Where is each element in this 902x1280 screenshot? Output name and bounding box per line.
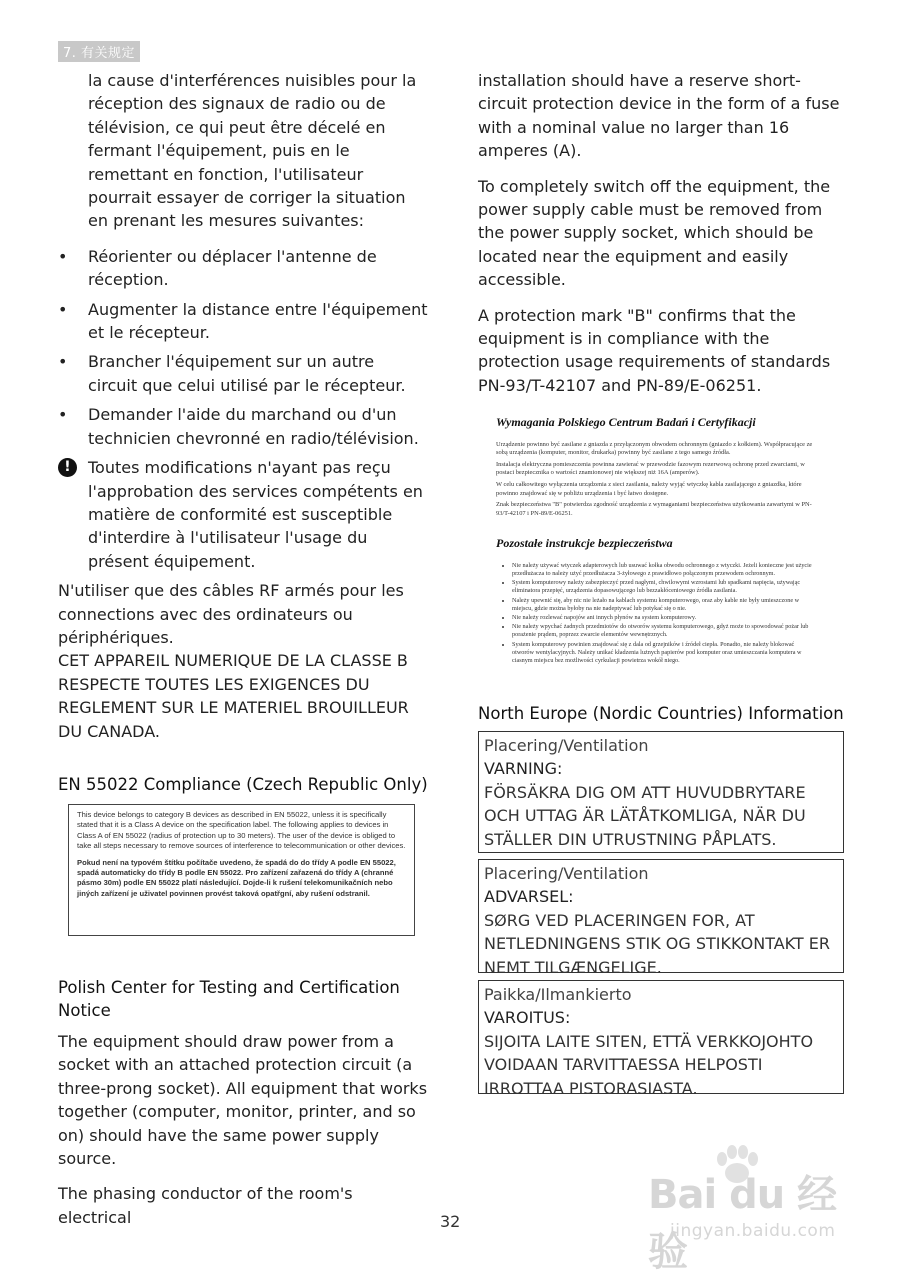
list-item: • Nie należy rozlewać napojów ani innych płynów na system komputerowy.: [512, 614, 816, 622]
box-label: Paikka/Ilmankierto: [484, 985, 632, 1004]
pl-figure-list: [496, 562, 816, 665]
list-item: • System komputerowy powinien znajdować się z dala od grzejników i źródeł ciepła. Ponadto, nie należy blokować otworów wentylacyjnych. Należy unikać kładzenia lużnych papierów pod komputer oraz umieszczania komputera w ciasnym miejscu bez możliwości cyrkulacji powietrza wokół niego.: [512, 641, 816, 666]
en55022-czech-text: Pokud není na typovém štítku počítače uvedeno, že spadá do do třídy A podle EN 55022, spadá automaticky do třídy B podle EN 55022. Pro zařízení zařazená do třídy A (chranné pásmo 30m) podle EN 55022 platí následující. Dojde-li k rušení telekomunikačních nebo jiných zařízení je uživatel povinnen provést taková opatřgní, aby rušení odstranil.: [77, 857, 396, 898]
en55022-heading: EN 55022 Compliance (Czech Republic Only): [58, 774, 428, 794]
box-title: VARNING:: [484, 759, 563, 779]
pl-figure-subtitle: Pozostałe instrukcje bezpieczeństwa: [496, 536, 673, 551]
baidu-watermark: [640, 1145, 840, 1275]
nordic-box-sweden: [478, 731, 844, 853]
pl-figure-text: Instalacja elektryczna pomieszczenia powinna zawierać w przewodzie fazowym rezerwową ochronę przed zwarciami, w postaci bezpiecznika o wartości znamionowej nie większej niż 16A (amperów).: [496, 460, 805, 477]
list-item: • Demander l'aide du marchand ou d'un technicien chevronné en radio/télévision.: [58, 405, 419, 448]
canada-paragraph: CET APPAREIL NUMERIQUE DE LA CLASSE B RESPECTE TOUTES LES EXIGENCES DU REGLEMENT SUR LE MATERIEL BROUILLEUR DU CANADA.: [58, 651, 409, 741]
warning-text: Toutes modifications n'ayant pas reçu l'approbation des services compétents en matière de conformité est susceptible d'interdire à l'utilisateur l'usage du présent équipement.: [88, 458, 423, 571]
list-item: • Brancher l'équipement sur un autre circuit que celui utilisé par le récepteur.: [58, 352, 406, 395]
page-number: 32: [440, 1212, 461, 1231]
box-title: VAROITUS:: [484, 1008, 571, 1028]
nordic-box-denmark: [478, 859, 844, 977]
nordic-box-finland: [478, 980, 844, 1098]
bullet-icon: •: [58, 405, 68, 425]
list-item: • Réorienter ou déplacer l'antenne de réception.: [58, 246, 377, 290]
list-item: • Nie należy używać wtyczek adapterowych lub usuwać kołka obwodu ochronnego z wtyczki. Jeżeli konieczne jest użycie przedłużacza to należy użyć przedłużacza 3-żyłowego z prawidłowo połączonym przewodem ochronnym.: [512, 562, 816, 578]
pl-figure-text: Urządzenie powinno być zasilane z gniazda z przyłączonym obwodem ochronnym (gniazdo z kołkiem). Współpracujące ze sobą urządzenia (komputer, monitor, drukarka) powinny być zasilane z tego samego źródła.: [496, 440, 813, 457]
en55022-english-text: This device belongs to category B devices as described in EN 55022, unless it is specifically stated that it is a Class A device on the specification label. The following applies to devices in Class A of EN 55022 (radius of protection up to 30 meters). The user of the device is obliged to take all steps necessary to remove sources of interference to telecommunication or other devices.: [77, 809, 406, 851]
right-column: [478, 69, 848, 711]
watermark-brand: Bai du 经验: [648, 1172, 837, 1275]
pl-figure-title: Wymagania Polskiego Centrum Badań i Certyfikacji: [496, 415, 756, 430]
pl-figure-text: W celu całkowitego wyłączenia urządzenia z sieci zasilania, należy wyjąć wtyczkę kabla zasilającego z gniazdka, które powinno znajdować się w pobliżu urządzenia i być łatwo dostępne.: [496, 481, 802, 497]
warning-icon: !: [58, 458, 77, 477]
bullet-icon: •: [58, 352, 68, 372]
bullet-list: [58, 245, 428, 450]
nordic-heading: North Europe (Nordic Countries) Information: [478, 704, 844, 723]
warning-note: [58, 456, 428, 573]
polish-requirements-figure: [496, 411, 816, 711]
rf-paragraph: N'utiliser que des câbles RF armés pour les connections avec des ordinateurs ou périphériques.: [58, 581, 404, 647]
polish-paragraph-1: The equipment should draw power from a socket with an attached protection circuit (a three-prong socket). All equipment that works together (computer, monitor, printer, and so on) should have the same power supply source.: [58, 1031, 428, 1168]
switch-off-paragraph: To completely switch off the equipment, the power supply cable must be removed from the power supply socket, which should be located near the equipment and easily accessible.: [478, 176, 831, 290]
list-item: • Nie należy wpychać żadnych przedmiotów do otworów systemu komputerowego, gdyż może to spowodować pożar lub porażenie prądem, poprzez zwarcie elementów wewnętrznych.: [512, 623, 816, 639]
protection-mark-paragraph: A protection mark "B" confirms that the equipment is in compliance with the protection usage requirements of standards PN-93/T-42107 and PN-89/E-06251.: [478, 305, 831, 395]
box-body: SIJOITA LAITE SITEN, ETTÄ VERKKOJOHTO VOIDAAN TARVITTAESSA HELPOSTI IRROTTAA PISTORASIASTA.: [484, 1031, 814, 1098]
watermark-url: jingyan.baidu.com: [670, 1221, 836, 1241]
bullet-icon: •: [58, 299, 68, 319]
intro-paragraph: la cause d'interférences nuisibles pour la réception des signaux de radio ou de télévision, ce qui peut être décelé en fermant l'équipement, puis en le remettant en fonction, l'utilisateur pourrait essayer de corriger la situation en prenant les mesures suivantes:: [88, 71, 417, 231]
polish-paragraph-2: The phasing conductor of the room's electrical: [58, 1184, 353, 1227]
fuse-paragraph: installation should have a reserve short-circuit protection device in the form of a fuse with a nominal value no larger than 16 amperes (A).: [478, 71, 840, 161]
bullet-icon: •: [58, 246, 68, 266]
list-item: • Augmenter la distance entre l'équipement et le récepteur.: [58, 299, 428, 343]
box-body: FÖRSÄKRA DIG OM ATT HUVUDBRYTARE OCH UTTAG ÄR LÄTÅTKOMLIGA, NÄR DU STÄLLER DIN UTRUSTNING PÅPLATS.: [484, 782, 806, 849]
list-item: • System komputerowy należy zabezpieczyć przed nagłymi, chwilowymi wzrostami lub spadkami napięcia, używając eliminatora przepięć, urządzenia dopasowującego lub bezzakłóceniowego źródła zasilania.: [512, 579, 816, 595]
list-item: • Należy upewnić się, aby nic nie leżało na kablach systemu komputerowego, oraz aby kable nie były umieszczone w miejscu, gdzie można byłoby na nie nadeptywać lub potykać się o nie.: [512, 597, 816, 613]
en55022-notice-box: [68, 804, 415, 936]
polish-heading: Polish Center for Testing and Certification Notice: [58, 977, 400, 1020]
left-column: [58, 69, 428, 1241]
box-title: ADVARSEL:: [484, 887, 574, 907]
box-body: SØRG VED PLACERINGEN FOR, AT NETLEDNINGENS STIK OG STIKKONTAKT ER NEMT TILGÆNGELIGE.: [484, 910, 831, 977]
pl-figure-text: Znak bezpieczeństwa "B" potwierdza zgodność urządzenia z wymaganiami bezpieczeństwa użytkowania zawartymi w PN-93/T-42107 i PN-89/E-06251.: [496, 501, 812, 517]
box-label: Placering/Ventilation: [484, 864, 649, 883]
box-label: Placering/Ventilation: [484, 736, 649, 755]
section-tag: 7. 有关规定: [58, 41, 140, 62]
